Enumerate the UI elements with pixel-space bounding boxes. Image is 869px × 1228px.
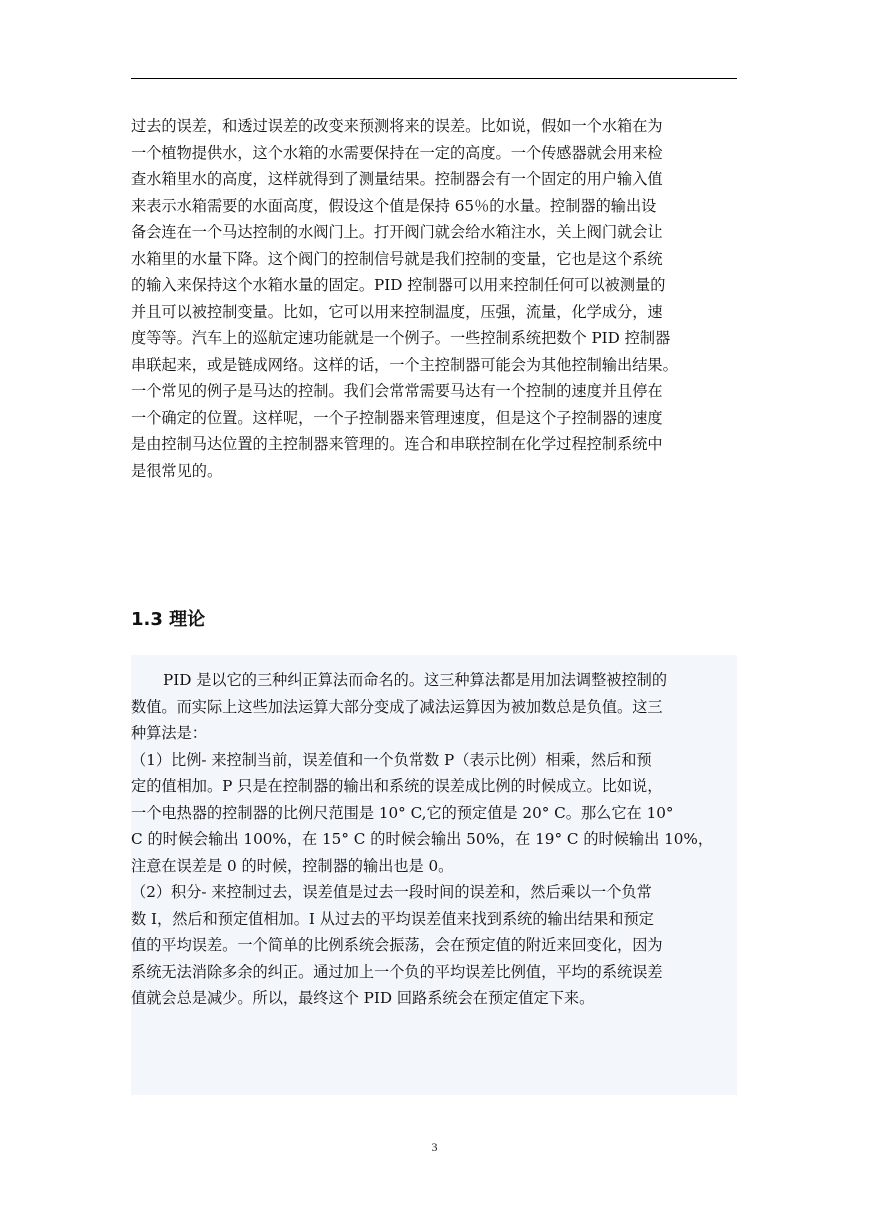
theory-paragraph — [131, 667, 737, 1012]
text-line: 并且可以被控制变量。比如，它可以用来控制温度，压强，流量，化学成分，速 — [131, 302, 663, 321]
text-line: 是由控制马达位置的主控制器来管理的。连合和串联控制在化学过程控制系统中 — [131, 435, 663, 453]
text-line: 值就会总是减少。所以，最终这个 PID 回路系统会在预定值定下来。 — [131, 989, 595, 1007]
text-line: 数值。而实际上这些加法运算大部分变成了减法运算因为被加数总是负值。这三 — [131, 697, 663, 716]
text-line: 一个常见的例子是马达的控制。我们会常常需要马达有一个控制的速度并且停在 — [131, 382, 663, 400]
text-line: 定的值相加。P 只是在控制器的输出和系统的误差成比例的时候成立。比如说， — [131, 777, 663, 795]
text-line: 度等等。汽车上的巡航定速功能就是一个例子。一些控制系统把数个 PID 控制器 — [131, 329, 671, 347]
header-rule — [131, 78, 737, 79]
text-line: 备会连在一个马达控制的水阀门上。打开阀门就会给水箱注水，关上阀门就会让 — [131, 223, 663, 241]
text-line: 系统无法消除多余的纠正。通过加上一个负的平均误差比例值，平均的系统误差 — [131, 962, 663, 981]
text-line: 查水箱里水的高度，这样就得到了测量结果。控制器会有一个固定的用户输入值 — [131, 170, 663, 188]
intro-paragraph — [131, 113, 737, 484]
text-line: PID 是以它的三种纠正算法而命名的。这三种算法都是用加法调整被控制的 — [163, 671, 668, 689]
section-heading: 1.3 理论 — [131, 609, 206, 630]
text-line: 数 I，然后和预定值相加。I 从过去的平均误差值来找到系统的输出结果和预定 — [131, 909, 654, 928]
text-line: 过去的误差，和透过误差的改变来预测将来的误差。比如说，假如一个水箱在为 — [131, 117, 663, 135]
page-number: 3 — [431, 1140, 438, 1154]
text-line: 串联起来，或是链成网络。这样的话，一个主控制器可能会为其他控制输出结果。 — [131, 355, 678, 374]
text-line: 一个电热器的控制器的比例尺范围是 10° C,它的预定值是 20° C。那么它在 10° — [131, 803, 674, 822]
text-line: 的输入来保持这个水箱水量的固定。PID 控制器可以用来控制任何可以被测量的 — [131, 276, 666, 294]
text-line: （2）积分- 来控制过去，误差值是过去一段时间的误差和，然后乘以一个负常 — [131, 883, 652, 901]
text-line: 水箱里的水量下降。这个阀门的控制信号就是我们控制的变量，它也是这个系统 — [131, 249, 663, 268]
text-line: 注意在误差是 0 的时候，控制器的输出也是 0。 — [131, 856, 454, 875]
text-line: 一个确定的位置。这样呢，一个子控制器来管理速度，但是这个子控制器的速度 — [131, 408, 663, 427]
text-line: 一个植物提供水，这个水箱的水需要保持在一定的高度。一个传感器就会用来检 — [131, 143, 663, 162]
text-line: C 的时候会输出 100%，在 15° C 的时候会输出 50%，在 19° C 的时候输出 10%， — [131, 830, 714, 848]
text-line: 种算法是： — [131, 724, 207, 742]
text-line: 来表示水箱需要的水面高度，假设这个值是保持 65％的水量。控制器的输出设 — [131, 196, 657, 215]
text-line: （1）比例- 来控制当前，误差值和一个负常数 P（表示比例）相乘，然后和预 — [131, 750, 652, 769]
text-line: 值的平均误差。一个简单的比例系统会振荡，会在预定值的附近来回变化，因为 — [131, 936, 663, 954]
text-line: 是很常见的。 — [131, 461, 223, 480]
